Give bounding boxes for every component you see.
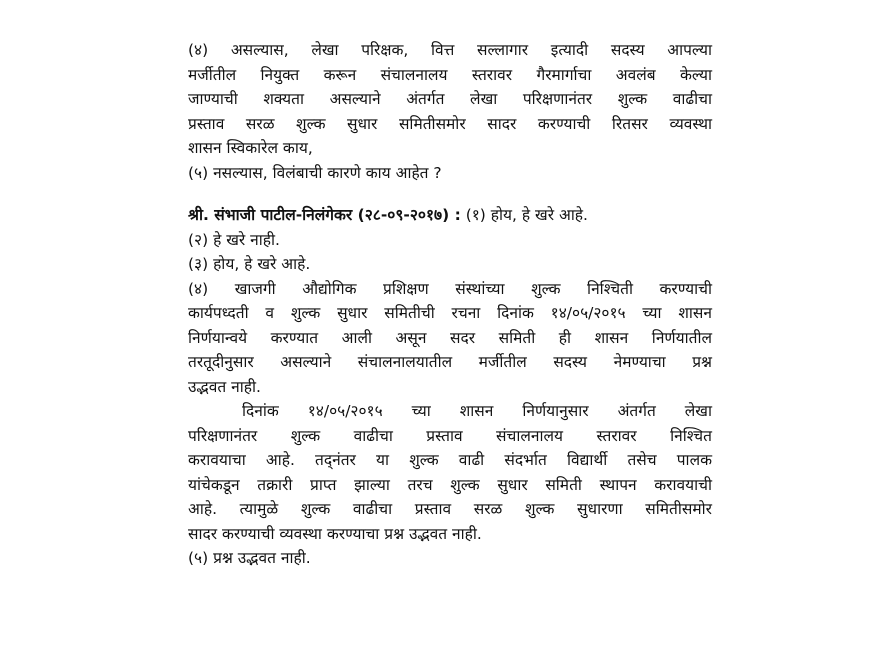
question-line: (५) नसल्यास, विलंबाची कारणे काय आहेत ? xyxy=(188,163,442,182)
answer-reply-1: (१) होय, हे खरे आहे. xyxy=(460,206,588,224)
answer-reply-4-line: कार्यपध्दती व शुल्क सुधार समितीची रचना दिनांक १४/०५/२०१५ च्या शासन xyxy=(188,304,712,322)
question-line: जाण्याची शक्यता असल्याने अंतर्गत लेखा परिक्षणानंतर शुल्क वाढीचा xyxy=(188,90,712,108)
question-line: (४) असल्यास, लेखा परिक्षक, वित्त सल्लागार इत्यादी सदस्य आपल्या xyxy=(188,41,712,59)
answer-header xyxy=(188,203,712,228)
answer-paragraph-line: यांचेकडून तक्रारी प्राप्त झाल्या तरच शुल्क सुधार समिती स्थापन करावयाची xyxy=(188,475,712,494)
answer-reply-4-line: (४) खाजगी औद्योगिक प्रशिक्षण संस्थांच्या शुल्क निश्चिती करण्याची xyxy=(188,279,712,298)
speaker-name: श्री. संभाजी पाटील-निलंगेकर (२८-०९-२०१७) : xyxy=(188,206,461,224)
answer-paragraph-line: परिक्षणानंतर शुल्क वाढीचा प्रस्ताव संचालनालय स्तरावर निश्चित xyxy=(188,426,712,445)
question-line: प्रस्ताव सरळ शुल्क सुधार समितीसमोर सादर करण्याची रितसर व्यवस्था xyxy=(188,114,712,133)
answer-reply-4-line: उद्भवत नाही. xyxy=(188,377,261,396)
answer-reply-4-line: तरतूदीनुसार असल्याने संचालनालयातील मर्जीतील सदस्य नेमण्याचा प्रश्न xyxy=(188,353,712,371)
document-body xyxy=(188,38,712,571)
answer-reply-2: (२) हे खरे नाही. xyxy=(188,230,280,249)
paragraph-gap xyxy=(188,185,712,203)
question-line: मर्जीतील नियुक्त करून संचालनालय स्तरावर गैरमार्गाचा अवलंब केल्या xyxy=(188,65,712,84)
answer-reply-3: (३) होय, हे खरे आहे. xyxy=(188,255,311,273)
answer-reply-4-line: निर्णयान्वये करण्यात आली असून सदर समिती ही शासन निर्णयातील xyxy=(188,328,712,347)
answer-reply-5: (५) प्रश्न उद्भवत नाही. xyxy=(188,549,311,567)
question-line: शासन स्विकारेल काय, xyxy=(188,139,313,157)
answer-paragraph-line: आहे. त्यामुळे शुल्क वाढीचा प्रस्ताव सरळ शुल्क सुधारणा समितीसमोर xyxy=(188,500,712,518)
answer-paragraph-line: दिनांक १४/०५/२०१५ च्या शासन निर्णयानुसार अंतर्गत लेखा xyxy=(242,402,712,420)
answer-paragraph-line: सादर करण्याची व्यवस्था करण्याचा प्रश्न उद्भवत नाही. xyxy=(188,524,482,543)
answer-paragraph-line: करावयाचा आहे. तद्नंतर या शुल्क वाढी संदर्भात विद्यार्थी तसेच पालक xyxy=(188,451,712,469)
